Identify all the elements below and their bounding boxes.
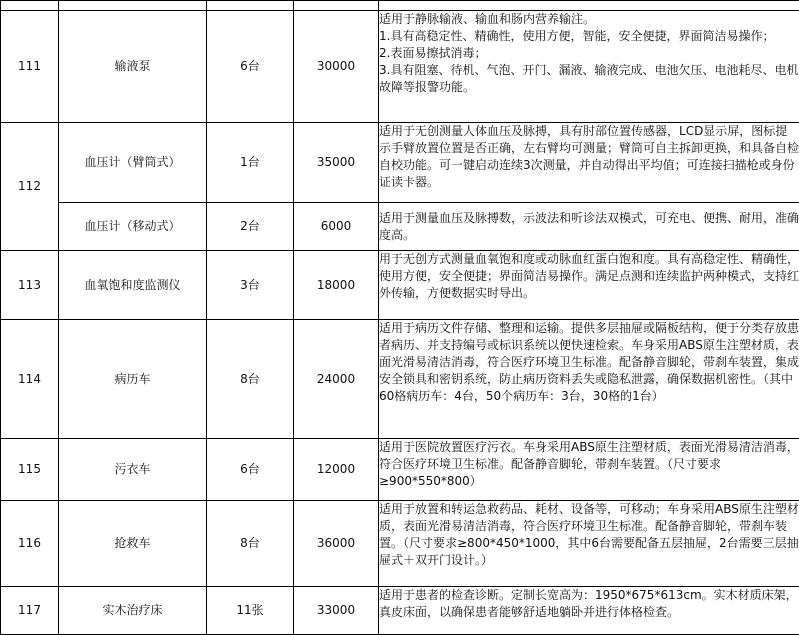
item-name: 血氧饱和度监测仪 xyxy=(59,251,207,320)
table-row xyxy=(1,587,799,635)
item-budget: 36000 xyxy=(294,501,379,587)
item-name: 血压计（臂筒式） xyxy=(59,123,207,203)
row-number: 116 xyxy=(1,501,59,587)
row-number: 114 xyxy=(1,320,59,439)
item-quantity: 6台 xyxy=(207,439,294,501)
table-row xyxy=(1,501,799,587)
description-line: 3.具有阻塞、待机、气泡、开门、漏液、输液完成、电池欠压、电池耗尽、电机故障等报警功能。 xyxy=(379,62,799,96)
item-description: 适用于病历文件存储、整理和运输。提供多层抽屉或隔板结构，便于分类存放患者病历、并支持编号或标识系统以便快速检索。车身采用ABS原生注塑材质，表面光滑易清洁消毒，符合医疗环境卫生标准。配备静音脚轮，带刹车装置，集成安全锁具和密钥系统，防止病历资料丢失或隐私泄露，确保数据机密性。（其中60格病历车：4台，50个病历车：3台，30格的1台） xyxy=(379,320,799,439)
table-row xyxy=(1,11,799,123)
table-row xyxy=(1,1,799,11)
row-number: 111 xyxy=(1,11,59,123)
item-name: 血压计（移动式） xyxy=(59,203,207,251)
item-budget: 30000 xyxy=(294,11,379,123)
row-number: 117 xyxy=(1,587,59,635)
item-name: 病历车 xyxy=(59,320,207,439)
item-quantity: 1台 xyxy=(207,123,294,203)
item-description xyxy=(379,11,799,123)
item-quantity: 11张 xyxy=(207,587,294,635)
item-quantity: 2台 xyxy=(207,203,294,251)
row-number: 112 xyxy=(1,123,59,251)
table-row xyxy=(1,320,799,439)
item-name: 实木治疗床 xyxy=(59,587,207,635)
description-line: 1.具有高稳定性、精确性，使用方便，智能，安全便捷，界面简洁易操作； xyxy=(379,28,799,45)
item-name xyxy=(59,1,207,11)
item-name: 抢救车 xyxy=(59,501,207,587)
item-quantity xyxy=(207,1,294,11)
item-name: 污衣车 xyxy=(59,439,207,501)
row-number: 113 xyxy=(1,251,59,320)
item-description: 适用于无创测量人体血压及脉搏，具有肘部位置传感器，LCD显示屏，图标提示手臂放置位置是否正确，左右臂均可测量；臂筒可自主拆卸更换，和具备自检自校功能。可一键启动连续3次测量，并自动得出平均值；可连接扫描枪或身份证读卡器。 xyxy=(379,123,799,203)
item-name: 输液泵 xyxy=(59,11,207,123)
item-budget: 12000 xyxy=(294,439,379,501)
item-description: 适用于测量血压及脉搏数，示波法和听诊法双模式，可充电、便携、耐用，准确度高。 xyxy=(379,203,799,251)
row-number xyxy=(1,1,59,11)
item-description: 用于无创方式测量血氧饱和度或动脉血红蛋白饱和度。具有高稳定性、精确性，使用方便，安全便捷；界面简洁易操作。满足点测和连续监护两种模式，支持红外传输，方便数据实时导出。 xyxy=(379,251,799,320)
item-budget xyxy=(294,1,379,11)
item-description: 适用于医院放置医疗污衣。车身采用ABS原生注塑材质，表面光滑易清洁消毒，符合医疗环境卫生标准。配备静音脚轮，带刹车装置。（尺寸要求≥900*550*800） xyxy=(379,439,799,501)
item-budget: 6000 xyxy=(294,203,379,251)
item-quantity: 6台 xyxy=(207,11,294,123)
item-budget: 18000 xyxy=(294,251,379,320)
item-budget: 35000 xyxy=(294,123,379,203)
item-budget: 33000 xyxy=(294,587,379,635)
item-quantity: 8台 xyxy=(207,501,294,587)
item-quantity: 3台 xyxy=(207,251,294,320)
table-row xyxy=(1,251,799,320)
table-row xyxy=(1,203,799,251)
row-number: 115 xyxy=(1,439,59,501)
item-description xyxy=(379,1,799,11)
table-row xyxy=(1,123,799,203)
item-quantity: 8台 xyxy=(207,320,294,439)
description-line: 适用于静脉输液、输血和肠内营养输注。 xyxy=(379,11,799,28)
table-row xyxy=(1,439,799,501)
item-budget: 24000 xyxy=(294,320,379,439)
item-description: 适用于患者的检查诊断。定制长宽高为：1950*675*613cm。实木材质床架，真皮床面，以确保患者能够舒适地躺卧并进行体格检查。 xyxy=(379,587,799,635)
item-description: 适用于放置和转运急救药品、耗材、设备等，可移动；车身采用ABS原生注塑材质，表面光滑易清洁消毒，符合医疗环境卫生标准。配备静音脚轮，带刹车装置。（尺寸要求≥800*450*1000，其中6台需要配备五层抽屉，2台需要三层抽屉式＋双开门设计。） xyxy=(379,501,799,587)
description-line: 2.表面易擦拭消毒； xyxy=(379,45,799,62)
